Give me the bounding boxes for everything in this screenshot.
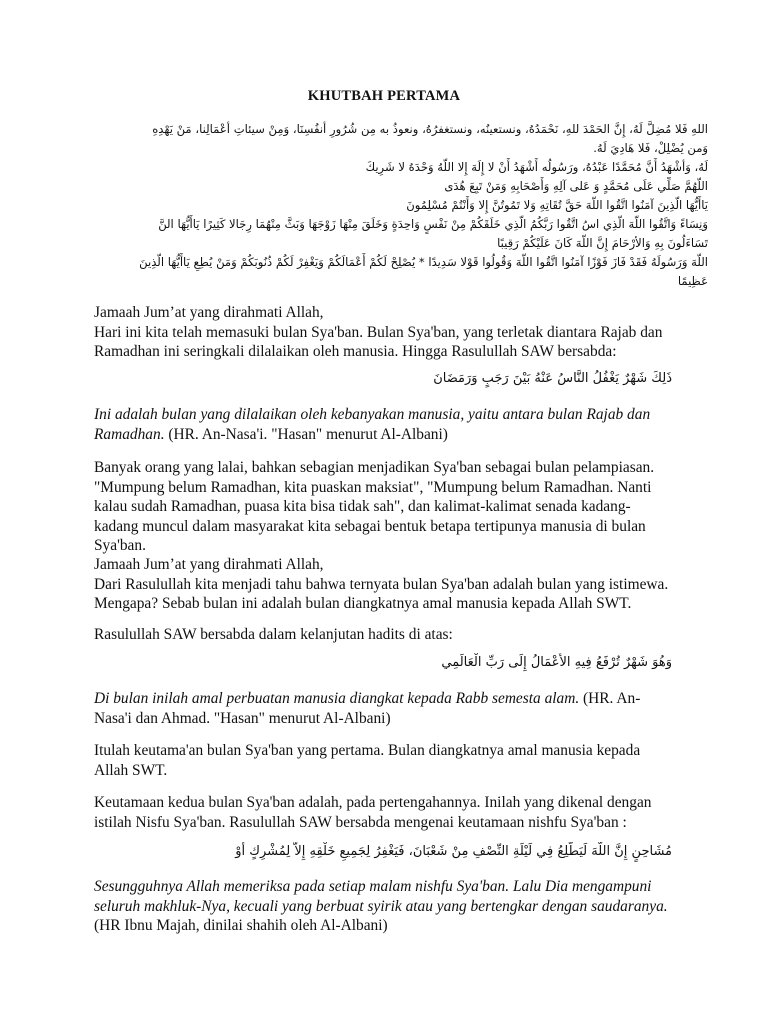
opening-arabic-text — [86, 120, 708, 291]
arabic-line: لَهُ، وَأشْهَدُ أَنَّ مُحَمَّدًا عَبْدُهُ، ورَسُولُه أَشْهَدُ أَنْ لا إِلَهَ إِلا اللَّهُ وَحْدَهُ لا شَرِيكَ — [365, 160, 708, 174]
paragraph-4 — [94, 625, 674, 645]
paragraph-text: Banyak orang yang lalai, bahkan sebagian menjadikan Sya'ban sebagai bulan pelampiasan. "Mumpung belum Ramadhan, kita puaskan maksiat", "Mumpung belum Ramadhan. Nanti kalau sudah Ramadhan, puasa kita bisa tidak sah", dan kalimat-kalimat senada kadang-kadang muncul dalam masyarakat kita sebagai bentuk betapa tertipunya manusia di bulan Sya'ban. — [94, 459, 655, 554]
translation-1 — [94, 405, 674, 444]
hadith-reference: (HR. An-Nasa'i. "Hasan" menurut Al-Albani) — [164, 425, 448, 443]
hadith-arabic-1: ذَلِكَ شَهْرٌ يَغْفُلُ النَّاسُ عَنْهُ بَيْنَ رَجَبٍ وَرَمَضَانَ — [433, 371, 672, 386]
hadith-arabic-3: مُشَاحِنٍ إِنَّ اللَّهَ لَيَطَّلِعُ فِي لَيْلَةِ النِّصْفِ مِنْ شَعْبَانَ، فَيَغْفِرُ لِجَمِيعِ خَلْقِهِ إِلاَّ لِمُشْرِكٍ أَوْ — [235, 844, 672, 859]
paragraph-text: Hari ini kita telah memasuki bulan Sya'ban. Bulan Sya'ban, yang terletak diantara Rajab dan Ramadhan ini seringkali dilalaikan oleh manusia. Hingga Rasulullah SAW bersabda: — [94, 323, 663, 360]
paragraph-3 — [94, 555, 674, 614]
arabic-line: يَاأَيُّهَا الَّذِينَ آمَنُوا اتَّقُوا اللَّهَ حَقَّ تُقَاتِهِ وَلا تَمُوتُنَّ إِلا وَأَنْتُمْ مُسْلِمُونَ — [406, 198, 708, 212]
arabic-line: وَنِسَاءً وَاتَّقُوا اللَّهَ الَّذِي اسُ اتَّقُوا رَبَّكُمُ الَّذِي خَلَقَكُمْ مِنْ نَفْسٍ وَاحِدَةٍ وَخَلَقَ مِنْهَا زَوْجَهَا وَبَثَّ مِنْهُمَا رِجَالا كَثِيرًا يَاأَيُّهَا النَّ — [158, 217, 708, 231]
paragraph-6 — [94, 793, 674, 832]
translation-2 — [94, 689, 674, 728]
arabic-line: اللهِ فَلا مُضِلَّ لَهُ، إِنَّ الحَمْدَ للهِ، نَحْمَدُهُ، ونستعينُه، ونستغفرُهُ، ونعوذُ به مِن شُرُورِ أنفُسِنَا، وَمِنْ سيئاتِ أعْمَالِنا، مَنْ يَهْدِهِ — [152, 122, 708, 136]
document-title: KHUTBAH PERTAMA — [307, 88, 461, 104]
hadith-reference: (HR. An-Nasa'i dan Ahmad. "Hasan" menurut Al-Albani) — [94, 690, 641, 727]
hadith-reference: (HR Ibnu Majah, dinilai shahih oleh Al-Albani) — [94, 917, 388, 934]
arabic-line: وَمن يُضْلِلْ، فَلا هَادِيَ لَهُ. — [593, 141, 708, 155]
translation-italic: Sesungguhnya Allah memeriksa pada setiap malam nishfu Sya'ban. Lalu Dia mengampuni seluruh makhluk-Nya, kecuali yang berbuat syirik atau yang bertengkar dengan saudaranya. — [94, 878, 668, 915]
arabic-line: اللَّهُمَّ صَلِّي عَلَى مُحَمَّدٍ وَ عَلى آلِهِ وَأَصْحَابِهِ وَمَنْ تَبِعَ هُدَى — [444, 179, 708, 193]
arabic-line: تَسَاءَلُونَ بِهِ وَالأرْحَامَ إِنَّ اللَّهَ كَانَ عَلَيْكُمْ رَقِيبًا — [497, 236, 708, 250]
paragraph-2 — [94, 458, 674, 556]
greeting: Jamaah Jum’at yang dirahmati Allah, — [94, 556, 324, 573]
paragraph-text: Itulah keutama'an bulan Sya'ban yang pertama. Bulan diangkatnya amal manusia kepada Allah SWT. — [94, 742, 641, 779]
translation-italic: Ini adalah bulan yang dilalaikan oleh kebanyakan manusia, yaitu antara bulan Rajab dan Ramadhan. — [94, 406, 651, 443]
translation-3 — [94, 877, 674, 936]
hadith-arabic-2: وَهُوَ شَهْرٌ تُرْفَعُ فِيهِ الأَعْمَالُ إِلَى رَبِّ الْعَالَمِي — [441, 655, 672, 670]
arabic-line: عَظِيمًا — [677, 274, 708, 288]
paragraph-intro — [94, 303, 674, 362]
greeting: Jamaah Jum’at yang dirahmati Allah, — [94, 304, 324, 321]
paragraph-text: Keutamaan kedua bulan Sya'ban adalah, pada pertengahannya. Inilah yang dikenal dengan istilah Nisfu Sya'ban. Rasulullah SAW bersabda mengenai keutamaan nishfu Sya'ban : — [94, 794, 652, 831]
translation-italic: Di bulan inilah amal perbuatan manusia diangkat kepada Rabb semesta alam. — [94, 690, 580, 707]
arabic-line: اللَّهَ وَرَسُولَهُ فَقَدْ فَازَ فَوْزًا آمَنُوا اتَّقُوا اللَّهَ وَقُولُوا قَوْلا سَدِيدًا * يُصْلِحْ لَكُمْ أَعْمَالَكُمْ وَيَغْفِرْ لَكُمْ ذُنُوبَكُمْ وَمَنْ يُطِعِ يَاأَيُّهَا الَّذِينَ — [139, 255, 708, 269]
paragraph-text: Dari Rasulullah kita menjadi tahu bahwa ternyata bulan Sya'ban adalah bulan yang istimewa. Mengapa? Sebab bulan ini adalah bulan diangkatnya amal manusia kepada Allah SWT. — [94, 575, 669, 612]
paragraph-5 — [94, 741, 674, 780]
paragraph-text: Rasulullah SAW bersabda dalam kelanjutan hadits di atas: — [94, 626, 453, 643]
